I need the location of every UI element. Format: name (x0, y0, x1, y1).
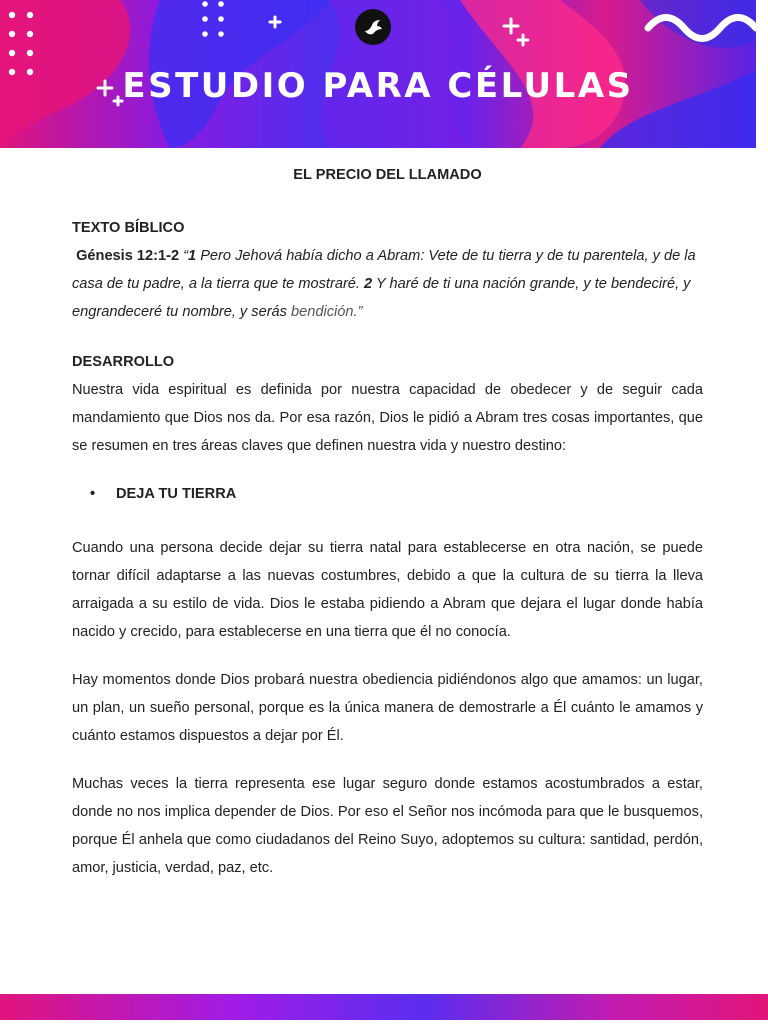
verse-text-2: Y haré de ti una nación grande, y te bendeciré, y engrandeceré tu nombre, y serás (72, 276, 691, 320)
bullet-item (90, 480, 703, 508)
verse-number-1: 1 (188, 248, 197, 264)
bullet-label: DEJA TU TIERRA (116, 486, 237, 502)
verse-text-1: Pero Jehová había dicho a Abram: Vete de tu tierra y de tu parentela, y de la casa de tu padre, a la tierra que te mostraré. (72, 248, 696, 292)
body-paragraph: Cuando una persona decide dejar su tierra natal para establecerse en otra nación, se puede tornar difícil adaptarse a las nuevas costumbres, debido a que la cultura de su tierra la lleva arraigada a su estilo de vida. Dios le estaba pidiendo a Abram que dejara el lugar donde había nacido y crecido, para establecerse en una tierra que él no conocía. (72, 540, 703, 640)
banner-title: ESTUDIO PARA CÉLULAS (122, 66, 634, 106)
document-body (72, 160, 703, 902)
dove-logo (355, 9, 391, 45)
body-paragraph: Hay momentos donde Dios probará nuestra obediencia pidiéndonos algo que amamos: un lugar, un plan, un sueño personal, porque es la única manera de demostrarle a Él cuánto le amamos y cuánto estamos dispuestos a dejar por Él. (72, 672, 703, 744)
verse-reference: Génesis 12:1-2 (76, 248, 180, 264)
intro-paragraph: Nuestra vida espiritual es definida por nuestra capacidad de obedecer y de seguir cada mandamiento que Dios nos da. Por esa razón, Dios le pidió a Abram tres cosas importantes, que se resumen en tres áreas claves que definen nuestra vida y nuestro destino: (72, 382, 703, 454)
dove-icon (362, 17, 384, 37)
bible-verse (72, 242, 703, 326)
footer-bar (0, 994, 768, 1020)
bullet-symbol: • (90, 486, 96, 502)
verse-open-quote: “ (179, 248, 189, 264)
bible-text-heading: TEXTO BÍBLICO (72, 220, 185, 236)
body-paragraph: Muchas veces la tierra representa ese lugar seguro donde estamos acostumbrados a estar, donde no nos implica depender de Dios. Por eso el Señor nos incómoda para que le busquemos, porque Él anhela que como ciudadanos del Reino Suyo, adoptemos su cultura: santidad, perdón, amor, justicia, verdad, paz, etc. (72, 776, 703, 876)
verse-number-2: 2 (364, 276, 373, 292)
development-heading: DESARROLLO (72, 354, 175, 370)
document-title: EL PRECIO DEL LLAMADO (293, 167, 482, 183)
header-banner (0, 0, 756, 148)
verse-tail: bendición.” (291, 304, 363, 320)
